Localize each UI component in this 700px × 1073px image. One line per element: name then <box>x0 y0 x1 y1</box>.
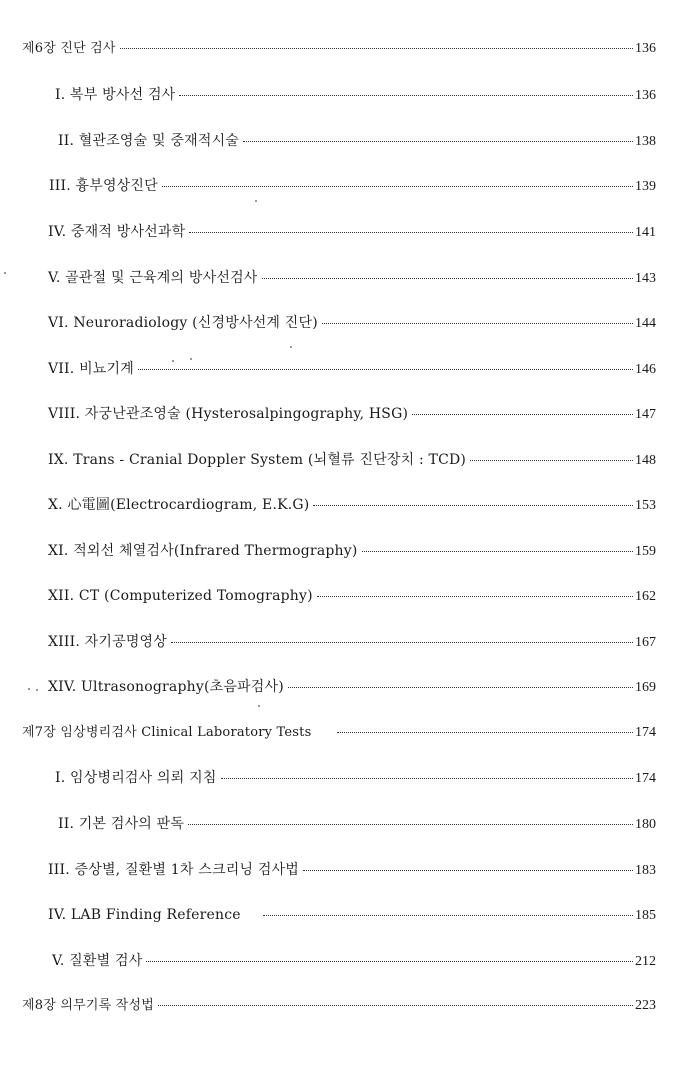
dot-leader <box>288 687 633 688</box>
toc-title: XI. 적외선 체열검사(Infrared Thermography) <box>48 543 358 559</box>
toc-title: XIV. Ultrasonography(초음파검사) <box>48 679 284 695</box>
scan-speck <box>190 358 192 360</box>
toc-page-number: 174 <box>635 771 656 786</box>
toc-title: I. 임상병리검사 의뢰 지침 <box>55 770 217 786</box>
toc-item <box>49 177 656 196</box>
toc-item <box>48 861 656 880</box>
toc-item <box>52 952 656 971</box>
dot-leader <box>263 915 633 916</box>
dot-leader <box>171 642 633 643</box>
toc-page-number: 169 <box>635 680 656 695</box>
dot-leader <box>317 596 633 597</box>
dot-leader <box>322 323 633 324</box>
toc-item <box>48 405 656 424</box>
scan-speck <box>4 272 6 274</box>
toc-item <box>48 587 656 606</box>
toc-page-number: 146 <box>635 362 656 377</box>
dot-leader <box>262 278 633 279</box>
toc-page-number: 180 <box>635 817 656 832</box>
toc-item <box>48 269 656 288</box>
scan-speck <box>255 200 257 202</box>
toc-page-number: 159 <box>635 544 656 559</box>
toc-item <box>48 223 656 242</box>
toc-page-number: 212 <box>635 954 656 969</box>
toc-title: X. 心電圖(Electrocardiogram, E.K.G) <box>48 497 310 513</box>
toc-title: XII. CT (Computerized Tomography) <box>48 588 313 604</box>
toc-item <box>48 314 656 333</box>
toc-title: IV. LAB Finding Reference <box>48 907 241 923</box>
toc-title: IX. Trans - Cranial Doppler System (뇌혈류 진단장치 : TCD) <box>48 452 467 468</box>
toc-title: 제8장 의무기록 작성법 <box>22 998 154 1013</box>
dot-leader <box>179 95 633 96</box>
toc-title: V. 질환별 검사 <box>52 953 143 969</box>
toc-item <box>48 451 656 470</box>
scan-speck <box>290 346 292 348</box>
toc-page-number: 183 <box>635 863 656 878</box>
toc-page-number: 148 <box>635 453 656 468</box>
toc-page-number: 174 <box>635 725 656 740</box>
toc-item <box>58 815 656 834</box>
toc-title: XIII. 자기공명영상 <box>48 634 168 650</box>
toc-page-number: 153 <box>635 498 656 513</box>
toc-page-number: 147 <box>635 407 656 422</box>
dot-leader <box>146 961 633 962</box>
toc-title: I. 복부 방사선 검사 <box>55 87 176 103</box>
toc-page-number: 144 <box>635 316 656 331</box>
dot-leader <box>188 824 633 825</box>
toc-page-number: 162 <box>635 589 656 604</box>
toc-title: III. 흉부영상진단 <box>49 178 158 194</box>
toc-title: VI. Neuroradiology (신경방사선계 진단) <box>48 315 318 331</box>
dot-leader <box>412 414 633 415</box>
toc-item <box>48 678 656 697</box>
toc-title: VIII. 자궁난관조영술 (Hysterosalpingography, HSG) <box>48 406 409 422</box>
dot-leader <box>362 551 633 552</box>
toc-item <box>55 86 656 105</box>
toc-chapter-6 <box>22 40 656 58</box>
toc-page-number: 136 <box>635 41 656 56</box>
dot-leader <box>313 505 633 506</box>
dot-leader <box>120 48 633 49</box>
dot-leader <box>221 778 633 779</box>
toc-item <box>58 132 656 151</box>
toc-item <box>48 542 656 561</box>
toc-title: 제6장 진단 검사 <box>22 41 116 56</box>
dot-leader <box>138 369 633 370</box>
dot-leader <box>162 186 633 187</box>
toc-title: VII. 비뇨기계 <box>48 361 134 377</box>
toc-page-number: 141 <box>635 225 656 240</box>
toc-page-number: 139 <box>635 179 656 194</box>
toc-page-number: 167 <box>635 635 656 650</box>
toc-title: IV. 중재적 방사선과학 <box>48 224 186 240</box>
dot-leader <box>303 870 633 871</box>
toc-chapter-7 <box>22 724 656 742</box>
toc-title: 제7장 임상병리검사 Clinical Laboratory Tests <box>22 725 312 740</box>
scan-speck <box>258 705 260 707</box>
toc-page-number: 143 <box>635 271 656 286</box>
dot-leader <box>243 141 633 142</box>
toc-item <box>48 496 656 515</box>
toc-title: V. 골관절 및 근육계의 방사선검사 <box>48 270 258 286</box>
toc-item <box>48 360 656 379</box>
toc-chapter-8 <box>22 997 656 1015</box>
toc-title: II. 혈관조영술 및 중재적시술 <box>58 133 240 149</box>
toc-page-number: 185 <box>635 908 656 923</box>
toc-item <box>48 633 656 652</box>
toc-item <box>55 769 656 788</box>
toc-page-number: 138 <box>635 134 656 149</box>
scan-speck <box>36 689 38 691</box>
dot-leader <box>158 1005 633 1006</box>
toc-page-number: 223 <box>635 998 656 1013</box>
scan-speck <box>172 360 174 362</box>
toc-title: III. 증상별, 질환별 1차 스크리닝 검사법 <box>48 862 299 878</box>
scan-speck <box>28 688 30 690</box>
toc-title: II. 기본 검사의 판독 <box>58 816 185 832</box>
toc-item <box>48 906 656 925</box>
dot-leader <box>337 732 633 733</box>
dot-leader <box>470 460 633 461</box>
dot-leader <box>189 232 633 233</box>
toc-page-number: 136 <box>635 88 656 103</box>
